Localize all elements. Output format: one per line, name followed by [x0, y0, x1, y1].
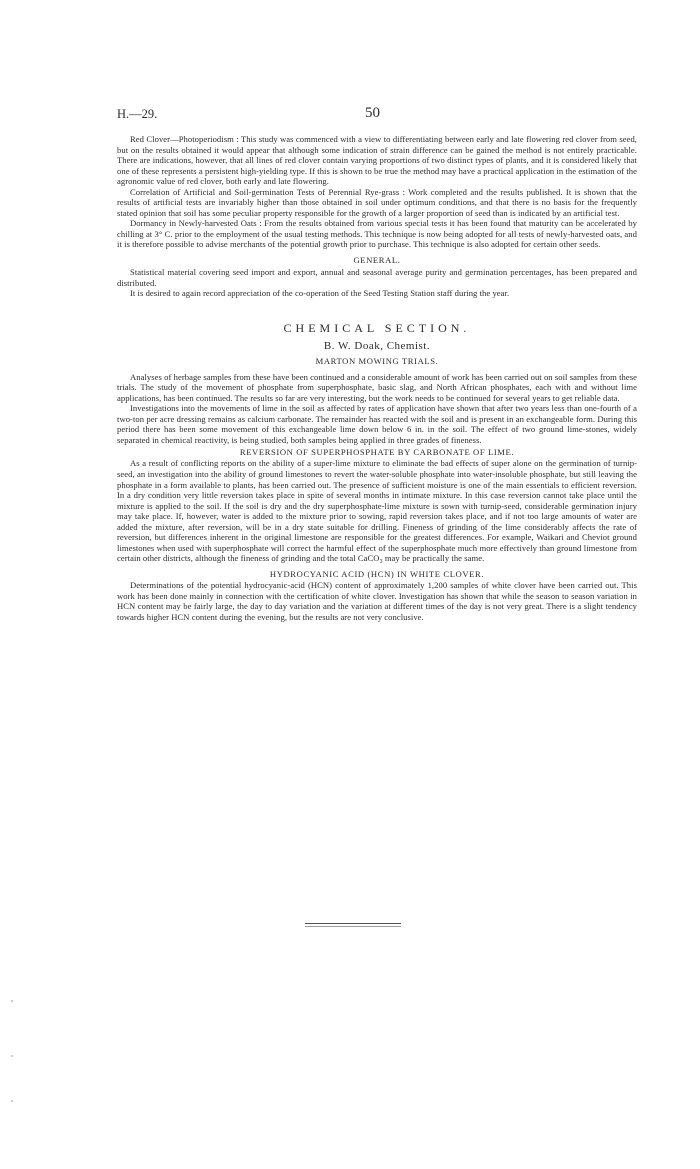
heading-marton-mowing-trials: MARTON MOWING TRIALS. — [315, 355, 439, 366]
subscript-3: 3 — [379, 559, 383, 566]
chemical-section-title: CHEMICAL SECTION. — [283, 320, 471, 335]
scan-mark — [11, 1055, 13, 1057]
paragraph-lime-movement: Investigations into the movements of lime in the soil as affected by rates of application have shown that after two years less than one-fourth of a two-ton per acre dressing remains as calcium carbonate. The remainder has reacted with the soil and is present in an exchangeable form. During this period there has been some movement of this exchangeable lime down below 6 in. in the soil. The effect of two ground lime-stones, widely separated in chemical reactivity, is being studied, both samples being applied in three grades of fineness. — [117, 403, 637, 445]
section-author: B. W. Doak, Chemist. — [323, 339, 431, 352]
document-reference: H.—29. — [117, 107, 158, 121]
paragraph-hcn: Determinations of the potential hydrocyanic-acid (HCN) content of approximately 1,200 samples of white clover have been carried out. This work has been done mainly in connection with the certification of white clover. Investigation has shown that while the season to season variation in HCN content may be fairly large, the day to day variation and the variation at different times of the day is not very great. There is a slight tendency towards higher HCN content during the evening, but the results are not very conclusive. — [117, 579, 637, 622]
heading-reversion: REVERSION OF SUPERPHOSPHATE BY CARBONATE OF LIME. — [239, 447, 515, 458]
end-rule — [305, 923, 401, 924]
reversion-text: As a result of conflicting reports on the ability of a super-lime mixture to eliminate the bad effects of super alone on the germination of turnip-seed, an investigation into the ability of ground limestones to revert the water-soluble phosphate into water-insoluble phosphate, but still leaving the phosphate in a form available to plants, has been carried out. The presence of sufficient moisture is one of the main essentials to efficient reversion. In a dry condition very little reversion takes place in spite of several months in intimate mixture. In this case reversion cannot take place until the mixture is applied to the soil. If the soil is dry and the dry superphosphate-lime mixture is sown with turnip-seed, considerable germination injury may take place. If, however, water is added to the mixture prior to sowing, rapid reversion takes place, and if not too large amounts of water are added the mixture, after reversion, will be in a dry state suitable for drilling. Fineness of grinding of the lime considerably affects the rate of reversion, but differences inherent in the original limestone are responsible for the greatest differences. For example, Waikari and Cheviot ground limestones when used with superphosphate will correct the harmful effect of the superphosphate much more effectively than ground limestone from certain other districts, although the fineness of grinding and the total CaCO — [117, 458, 637, 564]
reversion-tail: may be practically the same. — [382, 553, 485, 564]
end-rule-shadow — [305, 926, 401, 927]
page-number: 50 — [365, 105, 380, 121]
scan-mark — [11, 1100, 13, 1102]
paragraph-dormancy: Dormancy in Newly-harvested Oats : From the results obtained from various special tests it has been found that maturity can be accelerated by chilling at 3° C. prior to the employment of the usual testing methods. This technique is now being adopted for all tests of newly-harvested oats, and it is therefore possible to advise merchants of the potential growth prior to purchase. This technique is also adopted for certain other seeds. — [117, 218, 637, 250]
page-body — [117, 134, 637, 622]
scan-mark — [11, 1000, 13, 1002]
paragraph-red-clover: Red Clover—Photoperiodism : This study was commenced with a view to differentiating between early and late flowering red clover from seed, but on the results obtained it would appear that although some indication of strain difference can be gained the method is not entirely practicable. There are indications, however, that all lines of red clover contain varying proportions of two distinct types of plants, and it is considered likely that one of these represents a persistent high-yielding type. If this is shown to be true the method may have a practical application in the estimation of the agronomic value of red clover, both early and late flowering. — [117, 134, 637, 187]
paragraph-appreciation: It is desired to again record appreciation of the co-operation of the Seed Testing Station staff during the year. — [130, 288, 510, 299]
paragraph-statistical: Statistical material covering seed import and export, annual and seasonal average purity and germination percentages, has been prepared and distributed. — [117, 267, 637, 288]
heading-general: GENERAL. — [353, 255, 401, 266]
paragraph-herbage-analyses: Analyses of herbage samples from these have been continued and a considerable amount of work has been carried out on soil samples from these trials. The study of the movement of phosphate from superphosphate, basic slag, and North African phosphates, each with and without lime applications, has been continued. The results so far are very interesting, but the work needs to be continued for several years to get reliable data. — [117, 371, 637, 403]
paragraph-reversion — [117, 458, 637, 565]
paragraph-correlation: Correlation of Artificial and Soil-germination Tests of Perennial Rye-grass : Work completed and the results published. It is shown that the results of artificial tests are invariably higher than those obtained in soil under optimum conditions, and that there is no basis for the frequently stated opinion that soil has some peculiar property responsible for the growth of a larger proportion of seed than is indicated by an artificial test. — [117, 186, 637, 218]
heading-hcn: HYDROCYANIC ACID (HCN) IN WHITE CLOVER. — [269, 568, 485, 579]
page-header — [117, 107, 637, 125]
